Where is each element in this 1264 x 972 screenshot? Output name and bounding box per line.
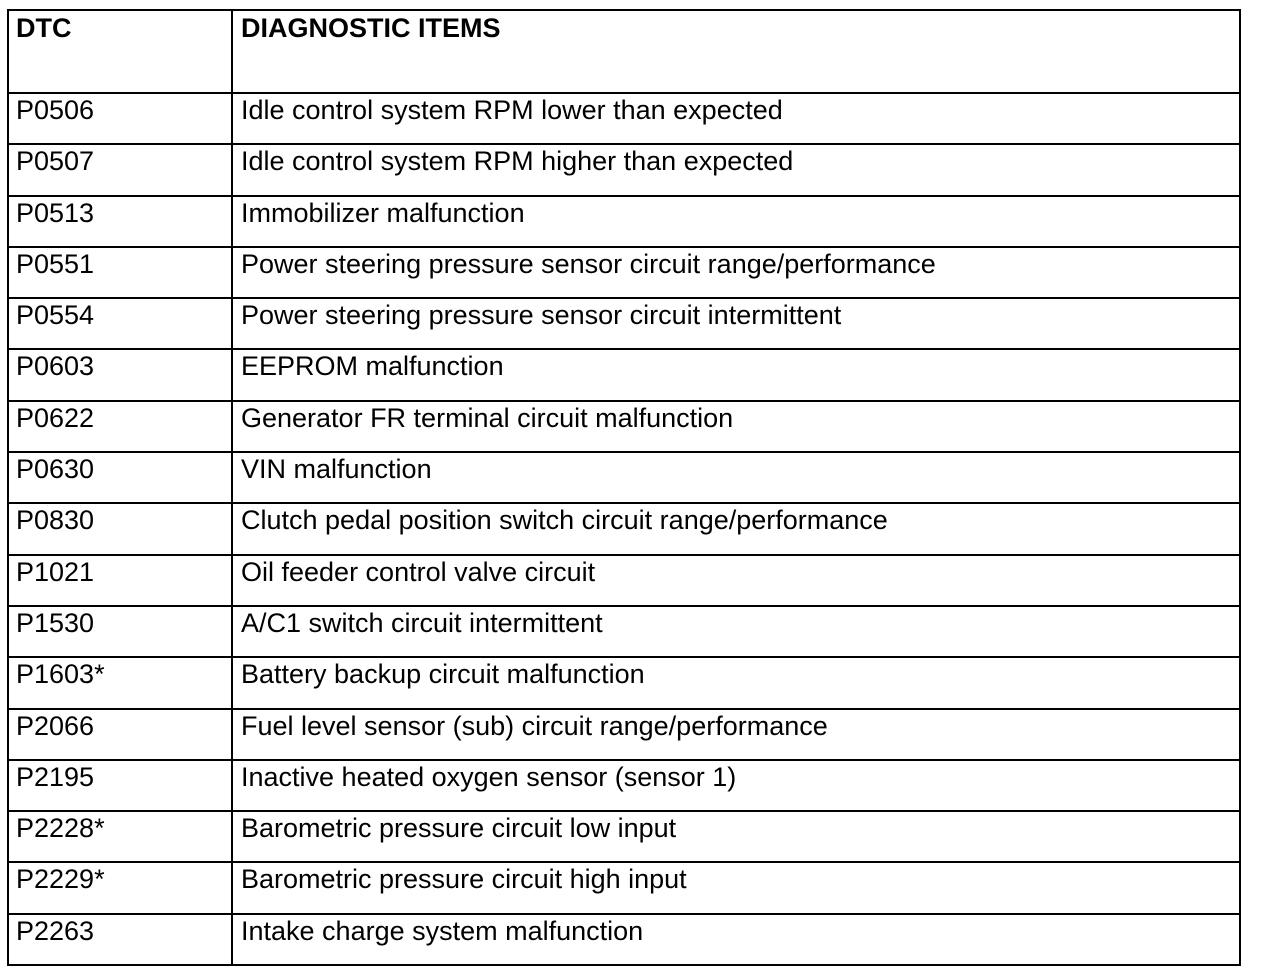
dtc-code: P2195	[8, 760, 232, 811]
table-row	[8, 247, 1240, 298]
table-row	[8, 452, 1240, 503]
diagnostic-item: Clutch pedal position switch circuit range/performance	[232, 503, 1240, 554]
dtc-code: P1530	[8, 606, 232, 657]
dtc-code: P0551	[8, 247, 232, 298]
dtc-code: P0554	[8, 298, 232, 349]
header-dtc: DTC	[8, 10, 232, 93]
diagnostic-item: Inactive heated oxygen sensor (sensor 1)	[232, 760, 1240, 811]
table-row	[8, 914, 1240, 965]
table-row	[8, 555, 1240, 606]
diagnostic-item: Idle control system RPM lower than expected	[232, 93, 1240, 144]
table-row	[8, 606, 1240, 657]
diagnostic-item: Generator FR terminal circuit malfunction	[232, 401, 1240, 452]
dtc-code: P2229*	[8, 862, 232, 913]
diagnostic-item: Power steering pressure sensor circuit intermittent	[232, 298, 1240, 349]
table-row	[8, 401, 1240, 452]
dtc-code: P2228*	[8, 811, 232, 862]
table-row	[8, 196, 1240, 247]
diagnostic-item: Fuel level sensor (sub) circuit range/performance	[232, 709, 1240, 760]
dtc-code: P2263	[8, 914, 232, 965]
header-diagnostic-items: DIAGNOSTIC ITEMS	[232, 10, 1240, 93]
diagnostic-item: Barometric pressure circuit high input	[232, 862, 1240, 913]
dtc-code: P0507	[8, 144, 232, 195]
table-row	[8, 657, 1240, 708]
dtc-code: P0513	[8, 196, 232, 247]
diagnostic-item: Battery backup circuit malfunction	[232, 657, 1240, 708]
table-row	[8, 760, 1240, 811]
table-header-row	[8, 10, 1240, 93]
diagnostic-item: EEPROM malfunction	[232, 349, 1240, 400]
table-row	[8, 298, 1240, 349]
diagnostic-item: A/C1 switch circuit intermittent	[232, 606, 1240, 657]
dtc-code: P0622	[8, 401, 232, 452]
table-row	[8, 709, 1240, 760]
diagnostic-item: Intake charge system malfunction	[232, 914, 1240, 965]
diagnostic-item: Immobilizer malfunction	[232, 196, 1240, 247]
diagnostic-item: Barometric pressure circuit low input	[232, 811, 1240, 862]
dtc-code: P0830	[8, 503, 232, 554]
diagnostic-item: Idle control system RPM higher than expected	[232, 144, 1240, 195]
diagnostic-item: Power steering pressure sensor circuit range/performance	[232, 247, 1240, 298]
dtc-code: P1021	[8, 555, 232, 606]
table-row	[8, 93, 1240, 144]
dtc-table	[7, 9, 1241, 966]
table-row	[8, 144, 1240, 195]
table-row	[8, 862, 1240, 913]
diagnostic-item: Oil feeder control valve circuit	[232, 555, 1240, 606]
dtc-code: P1603*	[8, 657, 232, 708]
diagnostic-item: VIN malfunction	[232, 452, 1240, 503]
dtc-code: P0630	[8, 452, 232, 503]
table-row	[8, 503, 1240, 554]
dtc-code: P0603	[8, 349, 232, 400]
table-row	[8, 811, 1240, 862]
dtc-code: P2066	[8, 709, 232, 760]
table-row	[8, 349, 1240, 400]
dtc-code: P0506	[8, 93, 232, 144]
